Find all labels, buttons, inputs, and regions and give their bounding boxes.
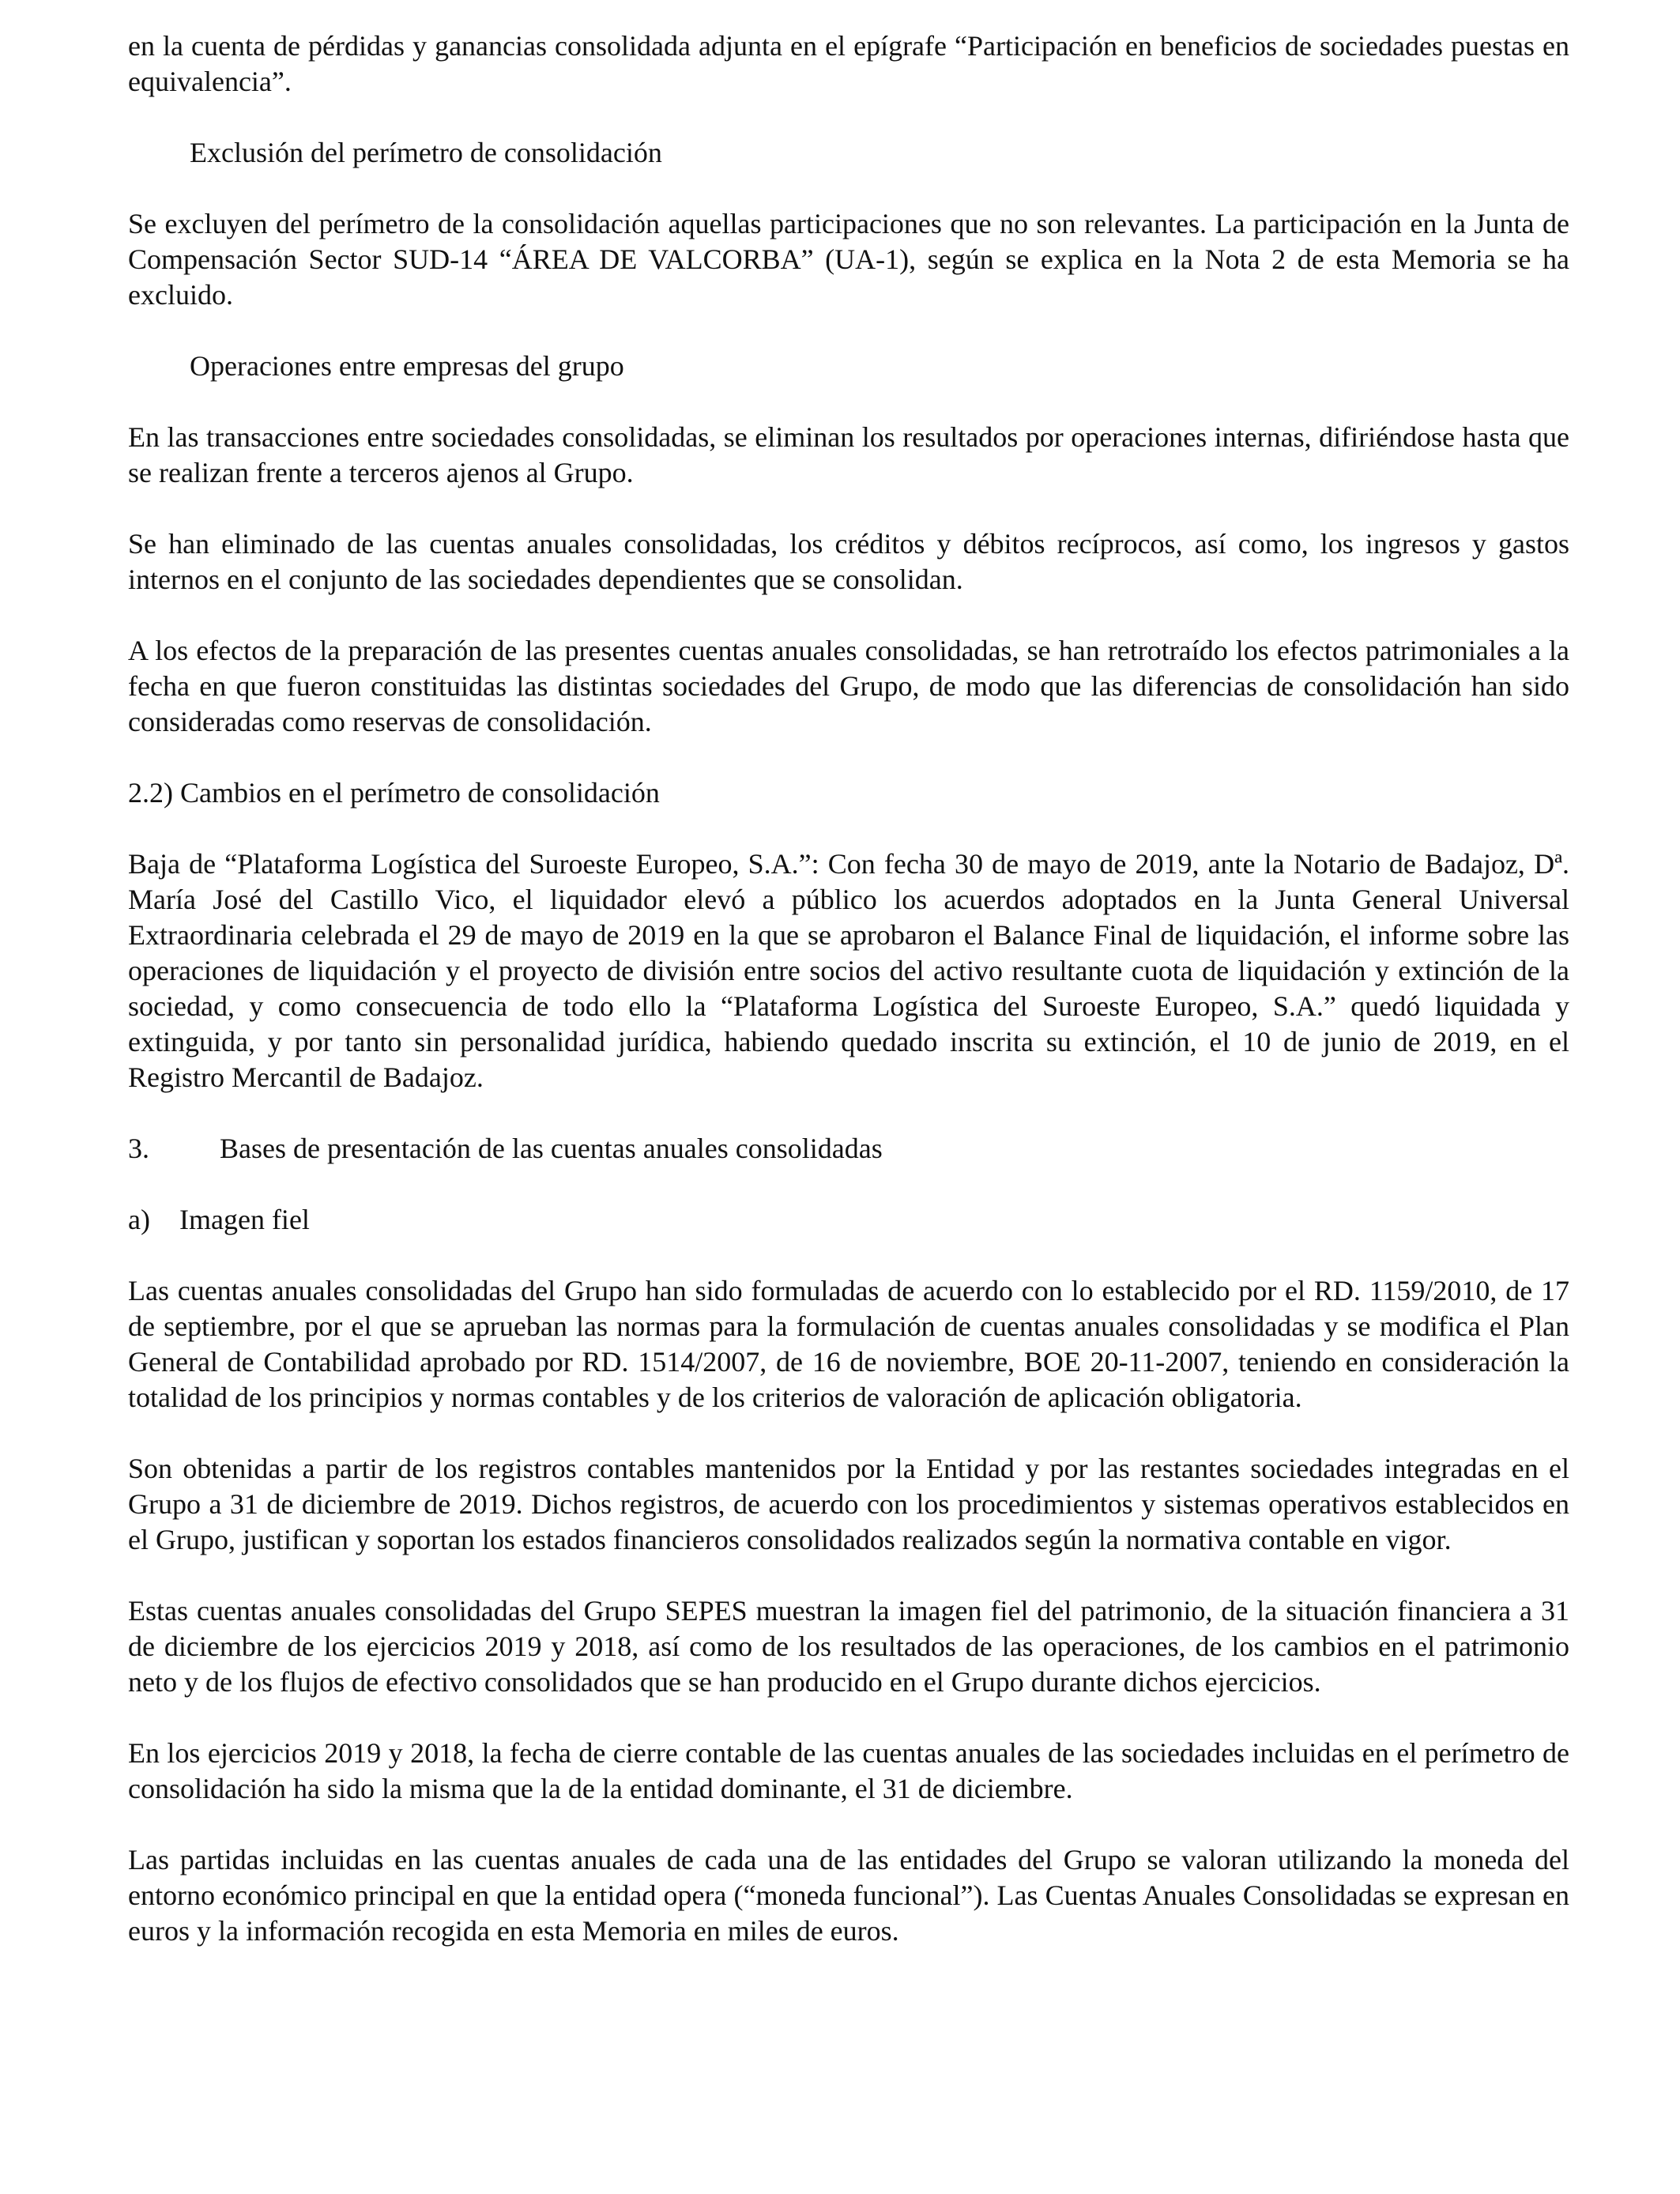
paragraph-plataforma-logistica: Baja de “Plataforma Logística del Suroeste Europeo, S.A.”: Con fecha 30 de mayo de 2019, ante la Notario de Badajoz, Dª. María José del Castillo Vico, el liquidador elevó a público los acuerdos adoptados en la Junta General Universal Extraordinaria celebrada el 29 de mayo de 2019 en la que se aprobaron el Balance Final de liquidación, el informe sobre las operaciones de liquidación y el proyecto de división entre socios del activo resultante cuota de liquidación y extinción de la sociedad, y como consecuencia de todo ello la “Plataforma Logística del Suroeste Europeo, S.A.” quedó liquidada y extinguida, y por tanto sin personalidad jurídica, habiendo quedado inscrita su extinción, el 10 de junio de 2019, en el Registro Mercantil de Badajoz. bbox=[128, 848, 1569, 1093]
paragraph-accounting-records: Son obtenidas a partir de los registros contables mantenidos por la Entidad y por las restantes sociedades integradas en el Grupo a 31 de diciembre de 2019. Dichos registros, de acuerdo con los procedimientos y sistemas operativos establecidos en el Grupo, justifican y soportan los estados financieros consolidados realizados según la normativa contable en vigor. bbox=[128, 1453, 1569, 1555]
subsection-letter: a) bbox=[128, 1204, 150, 1235]
paragraph-legal-framework: Las cuentas anuales consolidadas del Grupo han sido formuladas de acuerdo con lo establecido por el RD. 1159/2010, de 17 de septiembre, por el que se aprueban las normas para la formulación de cuentas anuales consolidadas y se modifica el Plan General de Contabilidad aprobado por RD. 1514/2007, de 16 de noviembre, BOE 20-11-2007, teniendo en consideración la totalidad de los principios y normas contables y de los criterios de valoración de aplicación obligatoria. bbox=[128, 1275, 1569, 1413]
section-number: 3. bbox=[128, 1133, 149, 1164]
paragraph-intragroup-transactions: En las transacciones entre sociedades consolidadas, se eliminan los resultados por operaciones internas, difiriéndose hasta que se realizan frente a terceros ajenos al Grupo. bbox=[128, 421, 1569, 488]
subsection-title: Imagen fiel bbox=[179, 1204, 310, 1235]
section-title: Bases de presentación de las cuentas anuales consolidadas bbox=[220, 1133, 883, 1164]
heading-exclusion-perimeter: Exclusión del perímetro de consolidación bbox=[190, 137, 662, 168]
paragraph-closing-date: En los ejercicios 2019 y 2018, la fecha de cierre contable de las cuentas anuales de las sociedades incluidas en el perímetro de consolidación ha sido la misma que la de la entidad dominante, el 31 de diciembre. bbox=[128, 1737, 1569, 1804]
heading-intragroup-operations: Operaciones entre empresas del grupo bbox=[190, 350, 624, 382]
paragraph-retroactive-effects: A los efectos de la preparación de las presentes cuentas anuales consolidadas, se han retrotraído los efectos patrimoniales a la fecha en que fueron constituidas las distintas sociedades del Grupo, de modo que las diferencias de consolidación han sido consideradas como reservas de consolidación. bbox=[128, 635, 1569, 737]
paragraph-functional-currency: Las partidas incluidas en las cuentas anuales de cada una de las entidades del Grupo se valoran utilizando la moneda del entorno económico principal en que la entidad opera (“moneda funcional”). Las Cuentas Anuales Consolidadas se expresan en euros y la información recogida en esta Memoria en miles de euros. bbox=[128, 1844, 1569, 1947]
heading-section-2-2: 2.2) Cambios en el perímetro de consolidación bbox=[128, 777, 660, 809]
paragraph-reciprocal-eliminations: Se han eliminado de las cuentas anuales consolidadas, los créditos y débitos recíprocos, así como, los ingresos y gastos internos en el conjunto de las sociedades dependientes que se consolidan. bbox=[128, 528, 1569, 595]
paragraph-exclusion: Se excluyen del perímetro de la consolidación aquellas participaciones que no son relevantes. La participación en la Junta de Compensación Sector SUD-14 “ÁREA DE VALCORBA” (UA-1), según se explica en la Nota 2 de esta Memoria se ha excluido. bbox=[128, 208, 1569, 311]
paragraph-true-and-fair-view: Estas cuentas anuales consolidadas del Grupo SEPES muestran la imagen fiel del patrimonio, de la situación financiera a 31 de diciembre de los ejercicios 2019 y 2018, así como de los resultados de las operaciones, de los cambios en el patrimonio neto y de los flujos de efectivo consolidados que se han producido en el Grupo durante dichos ejercicios. bbox=[128, 1595, 1569, 1698]
heading-section-3 bbox=[128, 1131, 1569, 1167]
heading-section-3a bbox=[128, 1202, 1569, 1238]
paragraph-equity-method-continuation: en la cuenta de pérdidas y ganancias consolidada adjunta en el epígrafe “Participación en beneficios de sociedades puestas en equivalencia”. bbox=[128, 30, 1569, 97]
document-body bbox=[128, 28, 1569, 1949]
